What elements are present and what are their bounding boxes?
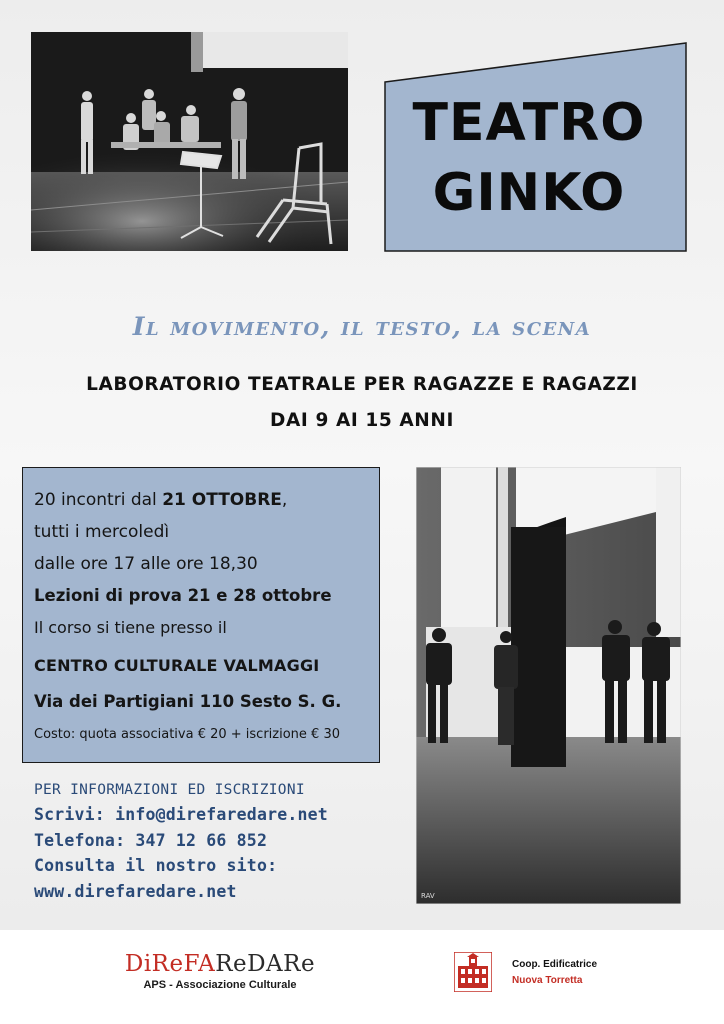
coop-name-line2: Nuova Torretta bbox=[512, 975, 583, 986]
info-sessions bbox=[34, 484, 379, 516]
info-address: Via dei Partigiani 110 Sesto S. G. bbox=[34, 692, 342, 711]
coop-name-line1: Coop. Edificatrice bbox=[512, 959, 598, 970]
brand-part1: DiReFA bbox=[124, 951, 216, 977]
brand-subtitle: APS - Associazione Culturale bbox=[143, 979, 297, 991]
info-sessions-prefix: 20 incontri dal bbox=[34, 490, 163, 510]
headline-line1: LABORATORIO TEATRALE PER RAGAZZE E RAGAZZI bbox=[86, 374, 638, 395]
contacts bbox=[34, 778, 394, 904]
info-sessions-suffix: , bbox=[281, 490, 288, 510]
stage-rehearsal-photo bbox=[31, 32, 348, 251]
subtitle: Il movimento, il testo, la scena bbox=[132, 312, 592, 341]
footer bbox=[0, 930, 724, 1024]
contacts-heading: PER INFORMAZIONI ED ISCRIZIONI bbox=[34, 782, 305, 798]
info-venue: CENTRO CULTURALE VALMAGGI bbox=[34, 656, 320, 675]
coop-text bbox=[512, 957, 597, 989]
title-line2: GINKO bbox=[432, 163, 626, 223]
title-box bbox=[384, 42, 688, 252]
brand-part2: ReDARe bbox=[215, 951, 316, 977]
info-start-date: 21 OTTOBRE bbox=[162, 490, 282, 510]
info-box bbox=[22, 467, 380, 763]
photo-signature: RAV bbox=[421, 892, 435, 900]
title bbox=[384, 88, 674, 228]
stage-silhouettes-photo bbox=[416, 467, 681, 904]
headline-line2: DAI 9 AI 15 ANNI bbox=[270, 410, 454, 431]
info-trial-lessons: Lezioni di prova 21 e 28 ottobre bbox=[34, 586, 332, 605]
contacts-site-link[interactable]: www.direfaredare.net bbox=[34, 881, 237, 901]
info-cost: Costo: quota associativa € 20 + iscrizione € 30 bbox=[34, 727, 340, 742]
info-hours: dalle ore 17 alle ore 18,30 bbox=[34, 554, 258, 574]
contacts-site-label: Consulta il nostro sito: bbox=[34, 856, 278, 875]
title-line1: TEATRO bbox=[412, 93, 646, 153]
coop-building-icon bbox=[454, 952, 492, 992]
contacts-phone[interactable]: Telefona: 347 12 66 852 bbox=[34, 830, 268, 850]
brand-wordmark bbox=[110, 950, 330, 978]
contacts-email[interactable]: Scrivi: info@direfaredare.net bbox=[34, 805, 328, 824]
info-location-intro: Il corso si tiene presso il bbox=[34, 618, 227, 637]
direfaredare-logo bbox=[110, 950, 330, 992]
info-weekday: tutti i mercoledì bbox=[34, 522, 170, 542]
